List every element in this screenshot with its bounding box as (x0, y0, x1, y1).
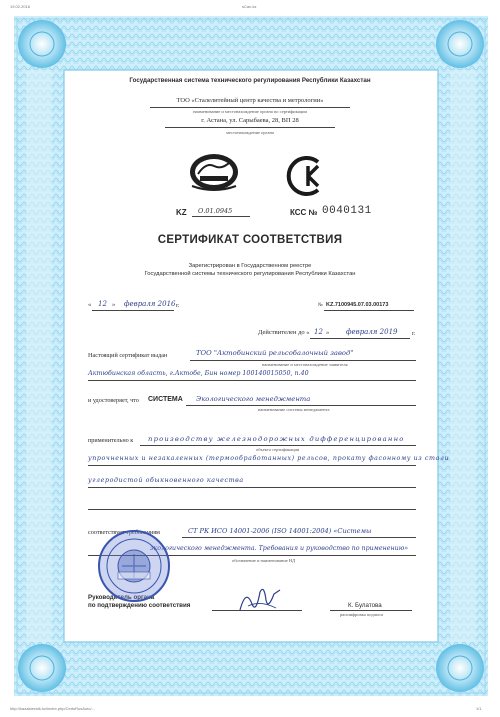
holder-address: Актюбинская область, г.Актобе, Бин номер 100140015050, п.40 (88, 370, 309, 377)
head-name: К. Булатова (348, 602, 382, 609)
certifies-note: наименование системы менеджмента (258, 407, 330, 412)
issue-year-suffix: г. (176, 302, 180, 309)
conforms-label: соответствует требованиям (88, 529, 160, 536)
page-footer-url: http://kazaktexnik.kz/index.php/CertsRusAuto/... (10, 706, 95, 711)
registry-line-1: Зарегистрирован в Государственном реестре (188, 263, 312, 269)
valid-day: 12 (314, 328, 323, 336)
kcc-number: 0040131 (322, 205, 372, 217)
conforms-note: обозначение и наименование НД (232, 558, 296, 563)
head-name-note: расшифровка подписи (340, 612, 383, 617)
signature-image (236, 582, 284, 616)
kz-label: KZ (176, 208, 187, 217)
official-stamp-seal (96, 528, 172, 604)
valid-label: Действителен до « (258, 329, 310, 336)
registration-number: KZ.7100945.07.03.00173 (326, 302, 389, 308)
head-label-2: по подтверждению соответствия (88, 602, 191, 609)
page-header-site: sCan.kz (242, 4, 257, 9)
issuer-address: г. Астана, ул. Сарыбаева, 28, ВП 28 (201, 117, 299, 124)
kcc-mark-logo (284, 154, 330, 198)
certifies-subject: СИСТЕМА (148, 396, 183, 403)
address-note: местонахождение органа (226, 130, 274, 135)
head-label-1: Руководитель органа (88, 594, 155, 601)
page-footer-number: 1/1 (476, 706, 482, 711)
applies-note: объекта сертификации (256, 447, 300, 452)
holder-note: наименование и местонахождение заявителя (262, 362, 348, 367)
applies-line-2: упрочненных и незакаленных (термообработанных) рельсов, прокату фасонному из стали (88, 455, 450, 462)
conforms-line-2: экологического менеджмента. Требования и руководство по применению» (150, 545, 409, 552)
issue-month-year: февраля 2016 (124, 300, 176, 308)
holder-label: Настоящий сертификат выдан (88, 352, 168, 359)
certifies-label: и удостоверяет, что (88, 397, 139, 404)
issuer-note: наименование и местонахождение органа по сертификации (193, 109, 307, 114)
certification-emblem-logo (188, 152, 240, 194)
page-header-date: 19.02.2016 (10, 4, 31, 9)
certificate: Государственная система технического регулирования Республики Казахстан ТОО «Сталелитейный центр качества и метрологии» наименование и местонахождение органа по сертификации г. Астана, ул. Сарыбаева, 28, ВП 28 местонахождение органа KZ О.01.0945 КСС № 0040131 СЕРТИФИКАТ СООТВЕТСТВИЯ Зарегистрирован в Государственном реестре Государственной системы технического регулирования Республики Казахстан « 12 » февраля 2016 г. № KZ.7100945.07.03.00173 Действителен до « 12 » февраля 2019 г. Настоящий сертификат выдан ТОО "Актобинский рельсобалочный завод" наименование и местонахождение заявителя Актюбинская область, г.Актобе, Бин номер 100140015050, п.40 и удостоверяет, что СИСТЕМА Экологического менеджмента наименование системы менеджмента применительно к производству железнодорожных дифференцированно объекта сертификации упрочненных и незакаленных (термообработанных) рельсов, прокату фасонному из стали углеродистой обыкновенного качества соответствует требованиям СТ РК ИСО 14001-2006 (ISO 14001:2004) «Системы экологического менеджмента. Требования и руководство по применению» обозначение и наименование НД Руководитель органа по подтверждению соответствия К. Булатова расшифровка подписи (0, 0, 500, 717)
system-name: Государственная система технического регулирования Республики Казахстан (129, 77, 371, 84)
issuer-name: ТОО «Сталелитейный центр качества и метрологии» (176, 97, 324, 104)
valid-month-year: февраля 2019 (346, 328, 398, 336)
applies-value: производству железнодорожных дифференцированно (148, 435, 405, 443)
applies-line-3: углеродистой обыкновенного качества (88, 477, 244, 484)
certificate-title: СЕРТИФИКАТ СООТВЕТСТВИЯ (157, 234, 343, 246)
kcc-label: КСС № (290, 208, 318, 217)
certifies-value: Экологического менеджмента (196, 395, 311, 403)
conforms-value: СТ РК ИСО 14001-2006 (ISO 14001:2004) «Системы (188, 527, 372, 535)
issue-day: 12 (98, 300, 107, 308)
holder-name: ТОО "Актобинский рельсобалочный завод" (196, 349, 354, 357)
registry-line-2: Государственной системы технического регулирования Республики Казахстан (144, 271, 356, 277)
applies-label: применительно к (88, 437, 134, 444)
kz-number: О.01.0945 (198, 207, 233, 215)
